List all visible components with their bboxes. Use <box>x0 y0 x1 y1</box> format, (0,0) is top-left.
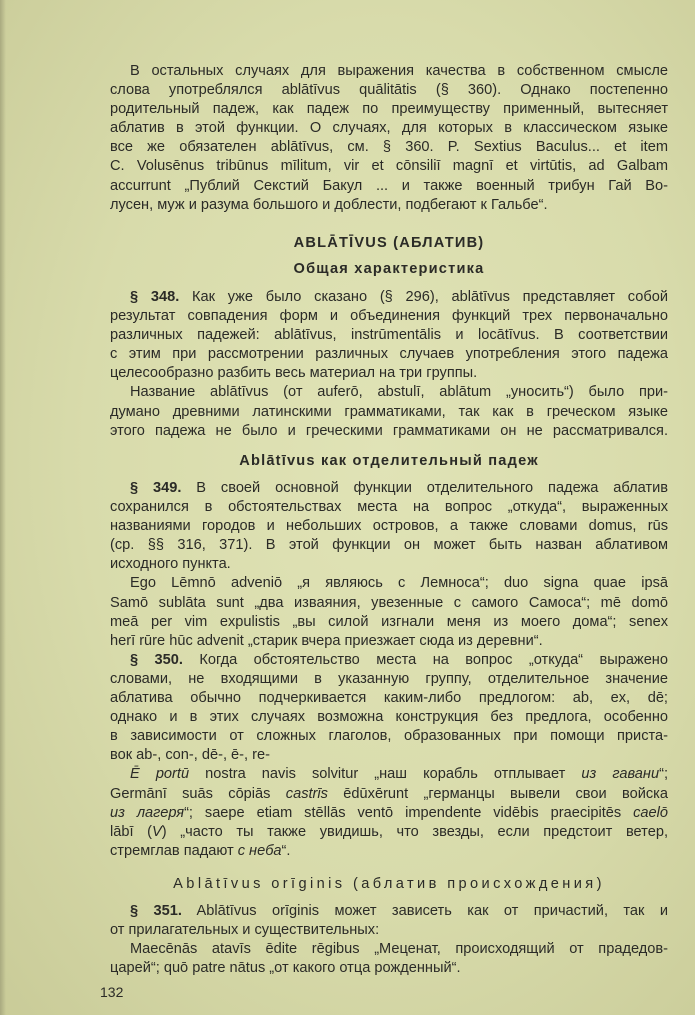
text-line <box>110 100 668 119</box>
text-line <box>110 613 668 632</box>
text-segment: “; saepe etiam stēllās ventō impendente vidēbis praecipitēs <box>184 804 634 821</box>
text-segment: от прилагательных и существительных: <box>110 922 380 939</box>
text-segment: думано древними латинскими грамматиками, так как в греческом языке <box>110 403 668 420</box>
text-segment: этого падежа не было и греческими грамматиками он не рассматривался. <box>110 422 668 439</box>
text-line <box>110 823 668 842</box>
text-segment: родительный падеж, как падеж по преимуществу применный, вытесняет <box>110 101 668 118</box>
text-segment: Maecēnās atavīs ēdite rēgibus „Меценат, происходящий от прадедов- <box>130 941 668 958</box>
text-line <box>110 940 668 959</box>
text-segment: C. Volusēnus tribūnus mīlitum, vir et cōnsiliī magnī et virtūtis, ad Galbam <box>110 158 668 175</box>
paragraph-348 <box>110 288 668 441</box>
italic-text: с неба <box>237 842 282 859</box>
text-segment: аблатива обычно подчеркивается каким-либо предлогом: ab, ex, dē; <box>110 690 668 707</box>
text-segment: Название ablātīvus (от auferō, abstulī, ablātum „уносить“) было при- <box>130 384 668 401</box>
text-segment: ēdūxērunt „германцы вывели свои войска <box>327 785 668 802</box>
text-segment: словами, не входящими в указанную группу, отделительное значение <box>110 670 668 687</box>
text-segment: сохранился в обстоятельствах места на вопрос „откуда“, выраженных <box>110 499 668 516</box>
text-line <box>110 746 668 765</box>
text-segment: однако и в этих случаях возможна конструкция без предлога, особенно <box>110 709 668 726</box>
text-segment: Samō sublāta sunt „два изваяния, увезенные с самого Самоса“; mē domō <box>110 594 668 611</box>
text-segment: herī rūre hūc advenit „старик вчера приезжает сюда из деревни“. <box>110 632 543 649</box>
text-segment: названиями городов и небольших островов, а также словами domus, rūs <box>110 518 668 535</box>
text-line <box>110 517 668 536</box>
text-line <box>110 804 668 823</box>
text-line <box>110 727 668 746</box>
italic-text: V <box>152 823 162 840</box>
section-number: § 349. <box>130 480 182 496</box>
text-line <box>110 785 668 804</box>
text-segment: Ablātīvus orīginis может зависеть как от причастий, так и <box>181 903 668 919</box>
text-line <box>110 632 668 651</box>
text-line <box>110 81 668 100</box>
italic-text: castrīs <box>285 785 328 802</box>
text-line <box>110 842 668 861</box>
text-line <box>110 594 668 613</box>
text-segment: “; <box>659 766 668 783</box>
text-segment: все же обязателен ablātīvus, см. § 360. P. Sextius Baculus... et item <box>110 139 668 156</box>
text-line <box>110 403 668 422</box>
text-line <box>110 383 668 402</box>
text-segment: В остальных случаях для выражения качества в собственном смысле <box>130 63 668 79</box>
text-segment: лусен, муж и разума большого и доблести, подбегают к Гальбе“. <box>110 196 548 213</box>
text-segment: аблатив в этой функции. О случаях, для которых в классическом языке <box>110 120 668 137</box>
text-segment: стремглав падают <box>110 842 238 859</box>
text-segment: (ср. §§ 316, 371). В этой функции он может быть назван аблативом <box>110 537 668 554</box>
text-segment: Ego Lēmnō adveniō „я являюсь с Лемноса“; duo signa quae ipsā <box>130 575 668 592</box>
page-number: 132 <box>100 984 124 1000</box>
text-segment: исходного пункта. <box>110 556 231 573</box>
text-line <box>110 498 668 517</box>
text-segment: царей“; quō patre nātus „от какого отца рожденный“. <box>110 960 461 977</box>
text-segment: вок ab-, con-, dē-, ē-, re- <box>110 747 270 764</box>
text-line <box>110 157 668 176</box>
text-segment: различных падежей: ablātīvus, instrūmentālis и locātīvus. В соответствии <box>110 327 668 344</box>
text-line <box>110 196 668 215</box>
text-segment: В своей основной функции отделительного падежа аблатив <box>181 480 669 496</box>
text-segment: в зависимости от сложных глаголов, образованных при помощи приста- <box>110 728 668 745</box>
text-line <box>110 345 668 364</box>
text-line <box>110 119 668 138</box>
text-line <box>110 307 668 326</box>
subheading-separative-case: Ablātīvus как отделительный падеж <box>239 453 539 469</box>
text-line <box>110 555 668 574</box>
section-number: § 351. <box>130 903 182 919</box>
text-line <box>110 708 668 727</box>
section-heading-ablativus: ABLĀTĪVUS (АБЛАТИВ) <box>293 235 485 251</box>
text-line <box>110 574 668 593</box>
text-segment: целесообразно разбить весь материал на три группы. <box>110 365 478 382</box>
italic-text: caelō <box>633 804 668 821</box>
text-line <box>110 177 668 196</box>
text-line <box>110 62 668 81</box>
text-line <box>110 138 668 157</box>
text-segment: результат совпадения форм и объединения функций трех первоначально <box>110 308 668 325</box>
text-line <box>110 651 668 670</box>
section-number: § 350. <box>130 651 183 668</box>
paragraph-351 <box>110 902 668 978</box>
italic-text: из гавани <box>581 766 660 783</box>
text-line <box>110 921 668 940</box>
text-line <box>110 959 668 978</box>
text-segment: accurrunt „Публий Секстий Бакул ... и также военный трибун Гай Во- <box>110 177 668 194</box>
text-line <box>110 902 668 921</box>
paragraph-quality-ablative <box>110 62 668 215</box>
section-number: § 348. <box>130 289 180 305</box>
text-segment: “. <box>281 842 291 859</box>
text-line <box>110 670 668 689</box>
text-segment: meā per vim expulistis „вы силой изгнали меня из моего дома“; senex <box>110 613 668 630</box>
paragraph-349-350 <box>110 479 668 861</box>
text-line <box>110 326 668 345</box>
page-edge-shadow <box>0 0 6 1015</box>
subheading-ablativus-originis: Ablātīvus orīginis (аблатив происхождения) <box>173 876 605 892</box>
text-line <box>110 479 668 498</box>
text-line <box>110 288 668 307</box>
text-segment: Когда обстоятельство места на вопрос „откуда“ выражено <box>182 651 668 668</box>
text-line <box>110 422 668 441</box>
text-segment: ) „часто ты также увидишь, что звезды, если предстоит ветер, <box>161 823 668 840</box>
subheading-general-characteristics: Общая характеристика <box>293 261 485 277</box>
text-segment: Как уже было сказано (§ 296), ablātīvus представляет собой <box>179 289 668 305</box>
text-line <box>110 364 668 383</box>
text-segment: nostra navis solvitur „наш корабль отплывает <box>189 766 582 783</box>
text-segment: с этим при рассмотрении различных случаев употребления этого падежа <box>110 346 668 363</box>
italic-text: из лагеря <box>110 804 185 821</box>
text-line <box>110 689 668 708</box>
text-segment: слова употреблялся ablātīvus quālitātis (§ 360). Однако постепенно <box>110 82 668 99</box>
italic-text: Ē portū <box>130 766 190 783</box>
text-segment: lābī ( <box>110 823 153 840</box>
text-segment: Germānī suās cōpiās <box>110 785 286 802</box>
text-line <box>110 765 668 784</box>
text-line <box>110 536 668 555</box>
